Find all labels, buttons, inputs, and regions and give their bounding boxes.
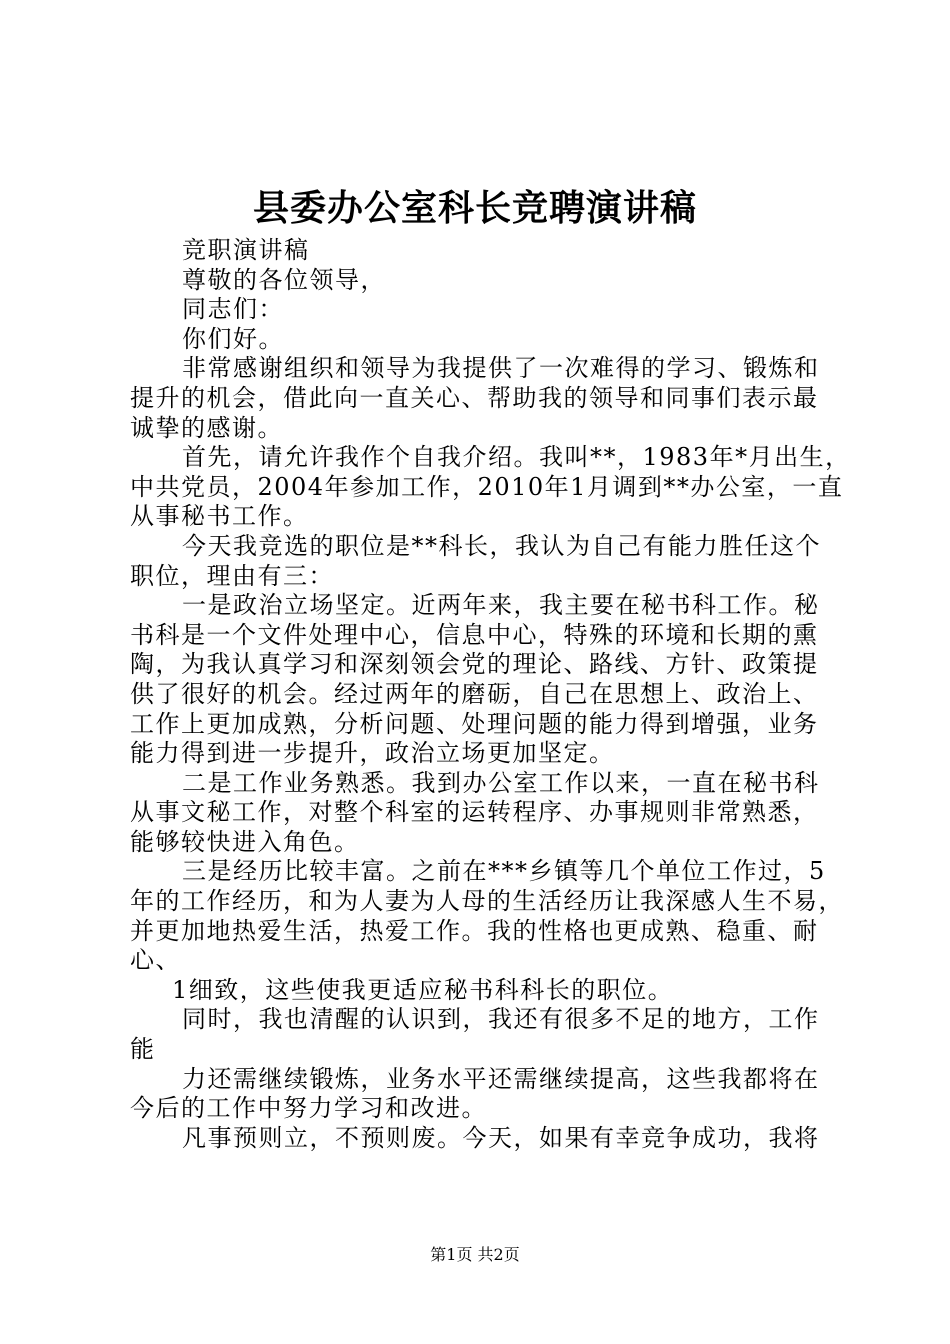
- text-line: 能力得到进一步提升，政治立场更加坚定。: [130, 739, 615, 768]
- text-line: 今天我竞选的职位是**科长，我认为自己有能力胜任这个: [182, 531, 821, 560]
- page-footer: 第1页 共2页: [430, 1245, 520, 1264]
- text-line: 工作上更加成熟，分析问题、处理问题的能力得到增强，业务: [130, 709, 819, 738]
- text-line: 一是政治立场坚定。近两年来，我主要在秘书科工作。秘: [182, 591, 820, 620]
- text-line: 同志们：: [182, 295, 284, 324]
- document-body: [130, 236, 851, 1153]
- text-line: 非常感谢组织和领导为我提供了一次难得的学习、锻炼和: [182, 354, 820, 383]
- text-line: 三是经历比较丰富。之前在***乡镇等几个单位工作过，5: [182, 857, 826, 886]
- text-line: 并更加地热爱生活，热爱工作。我的性格也更成熟、稳重、耐: [130, 916, 819, 945]
- text-line: 提升的机会，借此向一直关心、帮助我的领导和同事们表示最: [130, 383, 819, 412]
- text-line: 心、: [130, 946, 181, 975]
- text-line: 能: [130, 1035, 156, 1064]
- document-title: 县委办公室科长竞聘演讲稿: [252, 187, 697, 229]
- text-line: 力还需继续锻炼，业务水平还需继续提高，这些我都将在: [182, 1064, 820, 1093]
- text-line: 陶，为我认真学习和深刻领会党的理论、路线、方针、政策提: [130, 650, 819, 679]
- text-line: 首先，请允许我作个自我介绍。我叫**，1983年*月出生，: [182, 443, 851, 472]
- text-line: 供了很好的机会。经过两年的磨砺，自己在思想上、政治上、: [130, 679, 819, 708]
- text-line: 同时，我也清醒的认识到，我还有很多不足的地方，工作: [182, 1005, 820, 1034]
- text-line: 二是工作业务熟悉。我到办公室工作以来，一直在秘书科: [182, 768, 820, 797]
- text-line: 尊敬的各位领导，: [182, 265, 386, 294]
- text-line: 书科是一个文件处理中心，信息中心，特殊的环境和长期的熏: [130, 620, 819, 649]
- text-line: 凡事预则立，不预则废。今天，如果有幸竞争成功，我将: [182, 1123, 820, 1152]
- text-line: 能够较快进入角色。: [130, 827, 360, 856]
- text-line: 1细致，这些使我更适应秘书科科长的职位。: [172, 975, 674, 1004]
- text-line: 今后的工作中努力学习和改进。: [130, 1094, 487, 1123]
- text-line: 竞职演讲稿: [182, 236, 310, 264]
- text-line: 从事秘书工作。: [130, 502, 309, 531]
- text-line: 职位，理由有三：: [130, 561, 334, 590]
- text-line: 从事文秘工作，对整个科室的运转程序、办事规则非常熟悉，: [130, 798, 819, 827]
- text-line: 你们好。: [182, 324, 284, 353]
- text-line: 年的工作经历，和为人妻为人母的生活经历让我深感人生不易，: [130, 887, 844, 916]
- text-line: 诚挚的感谢。: [130, 413, 283, 442]
- text-line: 中共党员，2004年参加工作，2010年1月调到**办公室，一直: [130, 472, 844, 501]
